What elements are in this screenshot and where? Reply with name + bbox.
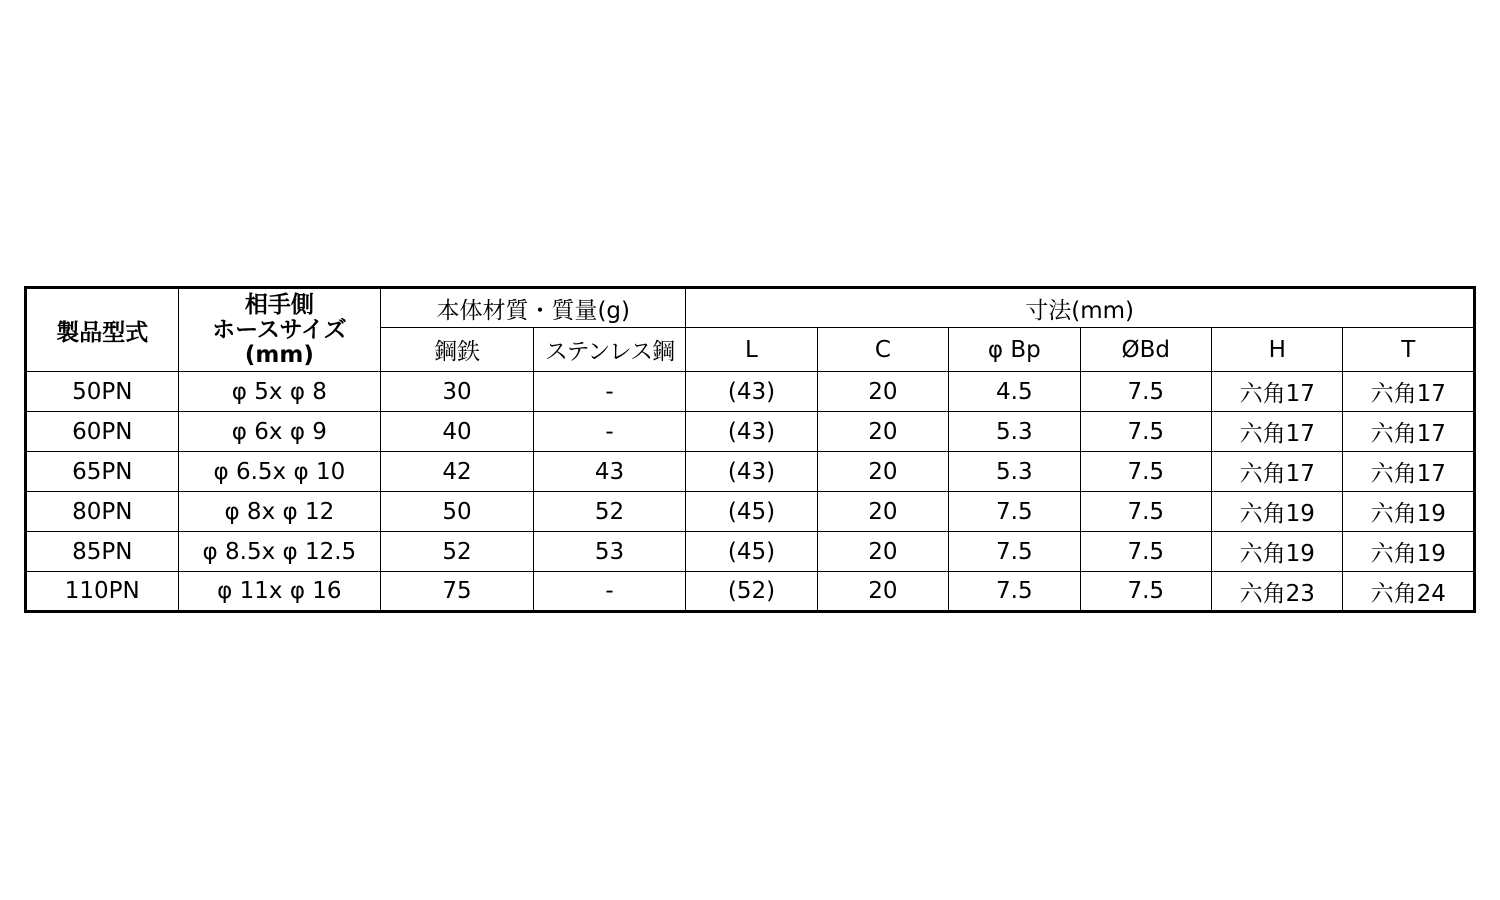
cell-Bd: 7.5 <box>1080 532 1211 572</box>
cell-model: 85PN <box>26 532 179 572</box>
header-T: T <box>1343 328 1475 372</box>
cell-C: 20 <box>817 572 948 612</box>
table-row <box>26 372 1475 412</box>
cell-stainless: - <box>533 572 686 612</box>
cell-L: (43) <box>686 412 817 452</box>
cell-hose: φ 8x φ 12 <box>178 492 381 532</box>
header-model: 製品型式 <box>26 288 179 372</box>
cell-stainless: 43 <box>533 452 686 492</box>
cell-T: 六角19 <box>1343 492 1475 532</box>
table-row <box>26 452 1475 492</box>
header-hose-line-2: ホースサイズ <box>212 316 347 343</box>
header-L: L <box>686 328 817 372</box>
cell-L: (43) <box>686 452 817 492</box>
header-C: C <box>817 328 948 372</box>
cell-hose: φ 6.5x φ 10 <box>178 452 381 492</box>
cell-hose: φ 6x φ 9 <box>178 412 381 452</box>
table-row <box>26 412 1475 452</box>
cell-Bp: 7.5 <box>949 492 1080 532</box>
cell-steel: 30 <box>381 372 534 412</box>
table-body <box>26 372 1475 612</box>
cell-H: 六角19 <box>1212 492 1343 532</box>
header-hose-size <box>178 288 381 372</box>
cell-H: 六角19 <box>1212 532 1343 572</box>
cell-stainless: - <box>533 372 686 412</box>
cell-model: 50PN <box>26 372 179 412</box>
cell-H: 六角17 <box>1212 452 1343 492</box>
cell-L: (52) <box>686 572 817 612</box>
cell-T: 六角19 <box>1343 532 1475 572</box>
cell-model: 110PN <box>26 572 179 612</box>
cell-T: 六角17 <box>1343 452 1475 492</box>
cell-steel: 50 <box>381 492 534 532</box>
cell-Bd: 7.5 <box>1080 492 1211 532</box>
cell-hose: φ 5x φ 8 <box>178 372 381 412</box>
cell-hose: φ 8.5x φ 12.5 <box>178 532 381 572</box>
header-Bd: ØBd <box>1080 328 1211 372</box>
cell-steel: 75 <box>381 572 534 612</box>
cell-model: 65PN <box>26 452 179 492</box>
cell-C: 20 <box>817 492 948 532</box>
cell-T: 六角17 <box>1343 372 1475 412</box>
cell-stainless: - <box>533 412 686 452</box>
header-dimension-group: 寸法(mm) <box>686 288 1475 328</box>
cell-steel: 42 <box>381 452 534 492</box>
table-row <box>26 532 1475 572</box>
cell-model: 80PN <box>26 492 179 532</box>
cell-L: (43) <box>686 372 817 412</box>
cell-stainless: 52 <box>533 492 686 532</box>
cell-L: (45) <box>686 532 817 572</box>
spec-table <box>24 286 1476 613</box>
cell-T: 六角24 <box>1343 572 1475 612</box>
cell-C: 20 <box>817 452 948 492</box>
cell-H: 六角23 <box>1212 572 1343 612</box>
cell-T: 六角17 <box>1343 412 1475 452</box>
header-Bp: φ Bp <box>949 328 1080 372</box>
cell-Bd: 7.5 <box>1080 372 1211 412</box>
header-stainless: ステンレス鋼 <box>533 328 686 372</box>
cell-Bp: 5.3 <box>949 412 1080 452</box>
cell-Bp: 5.3 <box>949 452 1080 492</box>
cell-C: 20 <box>817 372 948 412</box>
header-H: H <box>1212 328 1343 372</box>
table-header <box>26 288 1475 372</box>
header-material-group: 本体材質・質量(g) <box>381 288 686 328</box>
cell-steel: 40 <box>381 412 534 452</box>
cell-Bp: 7.5 <box>949 572 1080 612</box>
cell-model: 60PN <box>26 412 179 452</box>
cell-hose: φ 11x φ 16 <box>178 572 381 612</box>
header-row-1 <box>26 288 1475 328</box>
header-hose-line-3: (mm) <box>244 341 314 368</box>
cell-Bd: 7.5 <box>1080 412 1211 452</box>
cell-stainless: 53 <box>533 532 686 572</box>
table-row <box>26 492 1475 532</box>
cell-L: (45) <box>686 492 817 532</box>
cell-C: 20 <box>817 532 948 572</box>
cell-H: 六角17 <box>1212 412 1343 452</box>
cell-Bp: 4.5 <box>949 372 1080 412</box>
table-row <box>26 572 1475 612</box>
header-steel: 鋼鉄 <box>381 328 534 372</box>
header-hose-line-1: 相手側 <box>244 291 314 318</box>
cell-Bd: 7.5 <box>1080 572 1211 612</box>
cell-Bd: 7.5 <box>1080 452 1211 492</box>
cell-C: 20 <box>817 412 948 452</box>
cell-Bp: 7.5 <box>949 532 1080 572</box>
cell-H: 六角17 <box>1212 372 1343 412</box>
cell-steel: 52 <box>381 532 534 572</box>
